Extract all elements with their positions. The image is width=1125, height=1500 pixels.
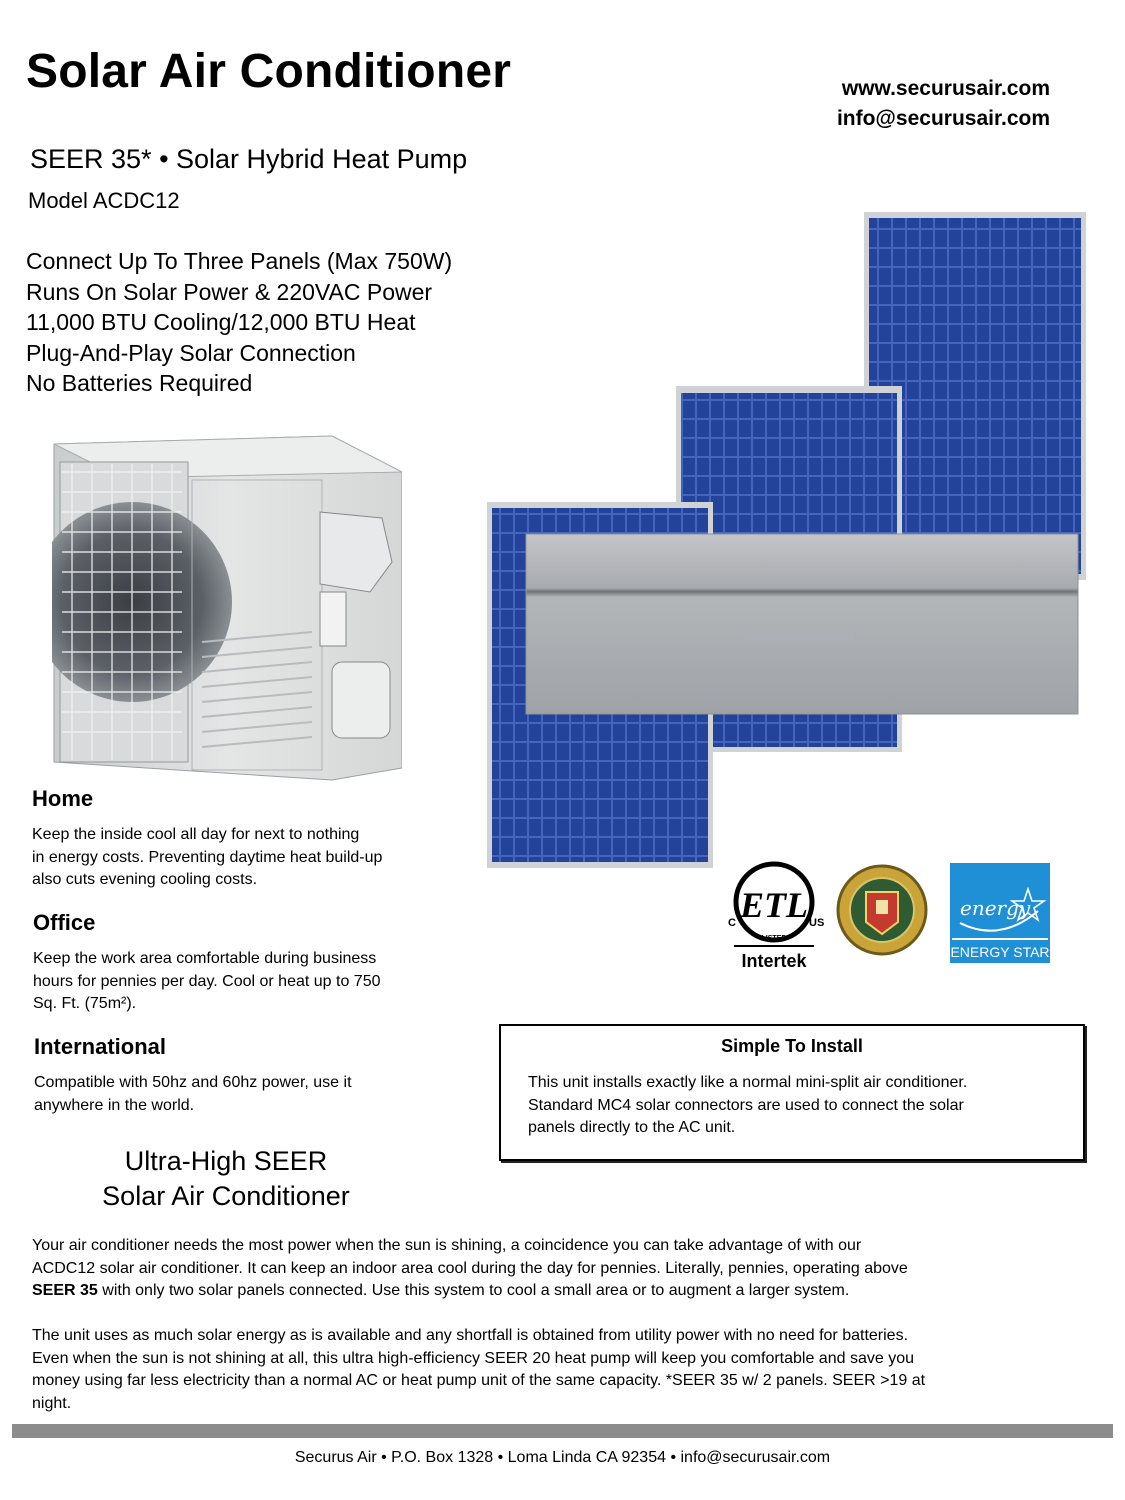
- energy-star-logo: [950, 863, 1050, 963]
- install-info-box: [499, 1024, 1085, 1161]
- contact-block: [837, 74, 1050, 134]
- feature-item: Runs On Solar Power & 220VAC Power: [26, 278, 433, 305]
- section-heading: International: [34, 1034, 167, 1059]
- intertek-label: Intertek: [741, 951, 807, 970]
- etl-listed-logo: [718, 860, 830, 970]
- page-title: Solar Air Conditioner: [26, 45, 512, 98]
- energy-star-label: ENERGY STAR: [950, 944, 1050, 960]
- section-heading: Office: [33, 910, 96, 935]
- feature-item: 11,000 BTU Cooling/12,000 BTU Heat: [26, 309, 416, 335]
- state-seal-logo: [834, 864, 930, 956]
- feature-item: No Batteries Required: [26, 370, 253, 396]
- install-box-heading: Simple To Install: [721, 1036, 863, 1056]
- tagline: Ultra-High SEER Solar Air Conditioner: [102, 1146, 350, 1211]
- description-paragraph-1: Your air conditioner needs the most power when the sun is shining, a coincidence you can take advantage of with our ACDC12 solar air conditioner. It can keep an indoor area cool during the day for pennies. Literally, pennies, operating above SEER 35 with only two solar panels connected. Use this system to cool a small area or to augment a larger system.: [32, 1237, 908, 1299]
- section-text: Keep the work area comfortable during business hours for pennies per day. Cool or heat up to 750 Sq. Ft. (75m²).: [33, 950, 381, 1012]
- subtitle: SEER 35* • Solar Hybrid Heat Pump: [30, 144, 468, 174]
- section-international: [34, 1034, 474, 1117]
- email-link[interactable]: info@securusair.com: [836, 107, 1050, 130]
- feature-list: [26, 246, 452, 399]
- feature-item: Connect Up To Three Panels (Max 750W): [26, 248, 453, 274]
- etl-mark: ETL: [740, 885, 808, 925]
- indoor-unit: [526, 534, 1078, 714]
- seer-highlight: SEER 35: [32, 1282, 98, 1299]
- etl-right: US: [809, 917, 825, 929]
- energy-script: energy: [960, 896, 1031, 920]
- description-paragraph-2: The unit uses as much solar energy as is available and any shortfall is obtained from utility power with no need for batteries. Even when the sun is not shining at all, this ultra high-efficiency SEER 20 heat pump will keep you comfortable and save you money using far less electricity than a normal AC or heat pump unit of the same capacity. *SEER 35 w/ 2 panels. SEER >19 at night.: [32, 1327, 926, 1412]
- model-number: Model ACDC12: [28, 188, 180, 213]
- solar-panels-image: [486, 210, 1090, 870]
- section-text: Keep the inside cool all day for next to nothing in energy costs. Preventing daytime heat build-up also cuts evening cooling costs.: [32, 826, 383, 888]
- section-office: [33, 910, 473, 1016]
- website-link[interactable]: www.securusair.com: [841, 77, 1050, 100]
- section-heading: Home: [32, 786, 94, 811]
- feature-item: Plug-And-Play Solar Connection: [26, 339, 356, 366]
- etl-left: C: [728, 917, 736, 929]
- install-box-text: This unit installs exactly like a normal mini-split air conditioner. Standard MC4 solar connectors are used to connect the solar panels directly to the AC unit.: [528, 1074, 968, 1136]
- section-text: Compatible with 50hz and 60hz power, use it anywhere in the world.: [34, 1074, 352, 1114]
- footer-divider: [12, 1424, 1113, 1438]
- footer-address: Securus Air • P.O. Box 1328 • Loma Linda CA 92354 • info@securusair.com: [294, 1449, 831, 1466]
- section-home: [32, 786, 472, 892]
- etl-listed: LISTED: [761, 935, 787, 942]
- outdoor-unit-image: [52, 432, 402, 782]
